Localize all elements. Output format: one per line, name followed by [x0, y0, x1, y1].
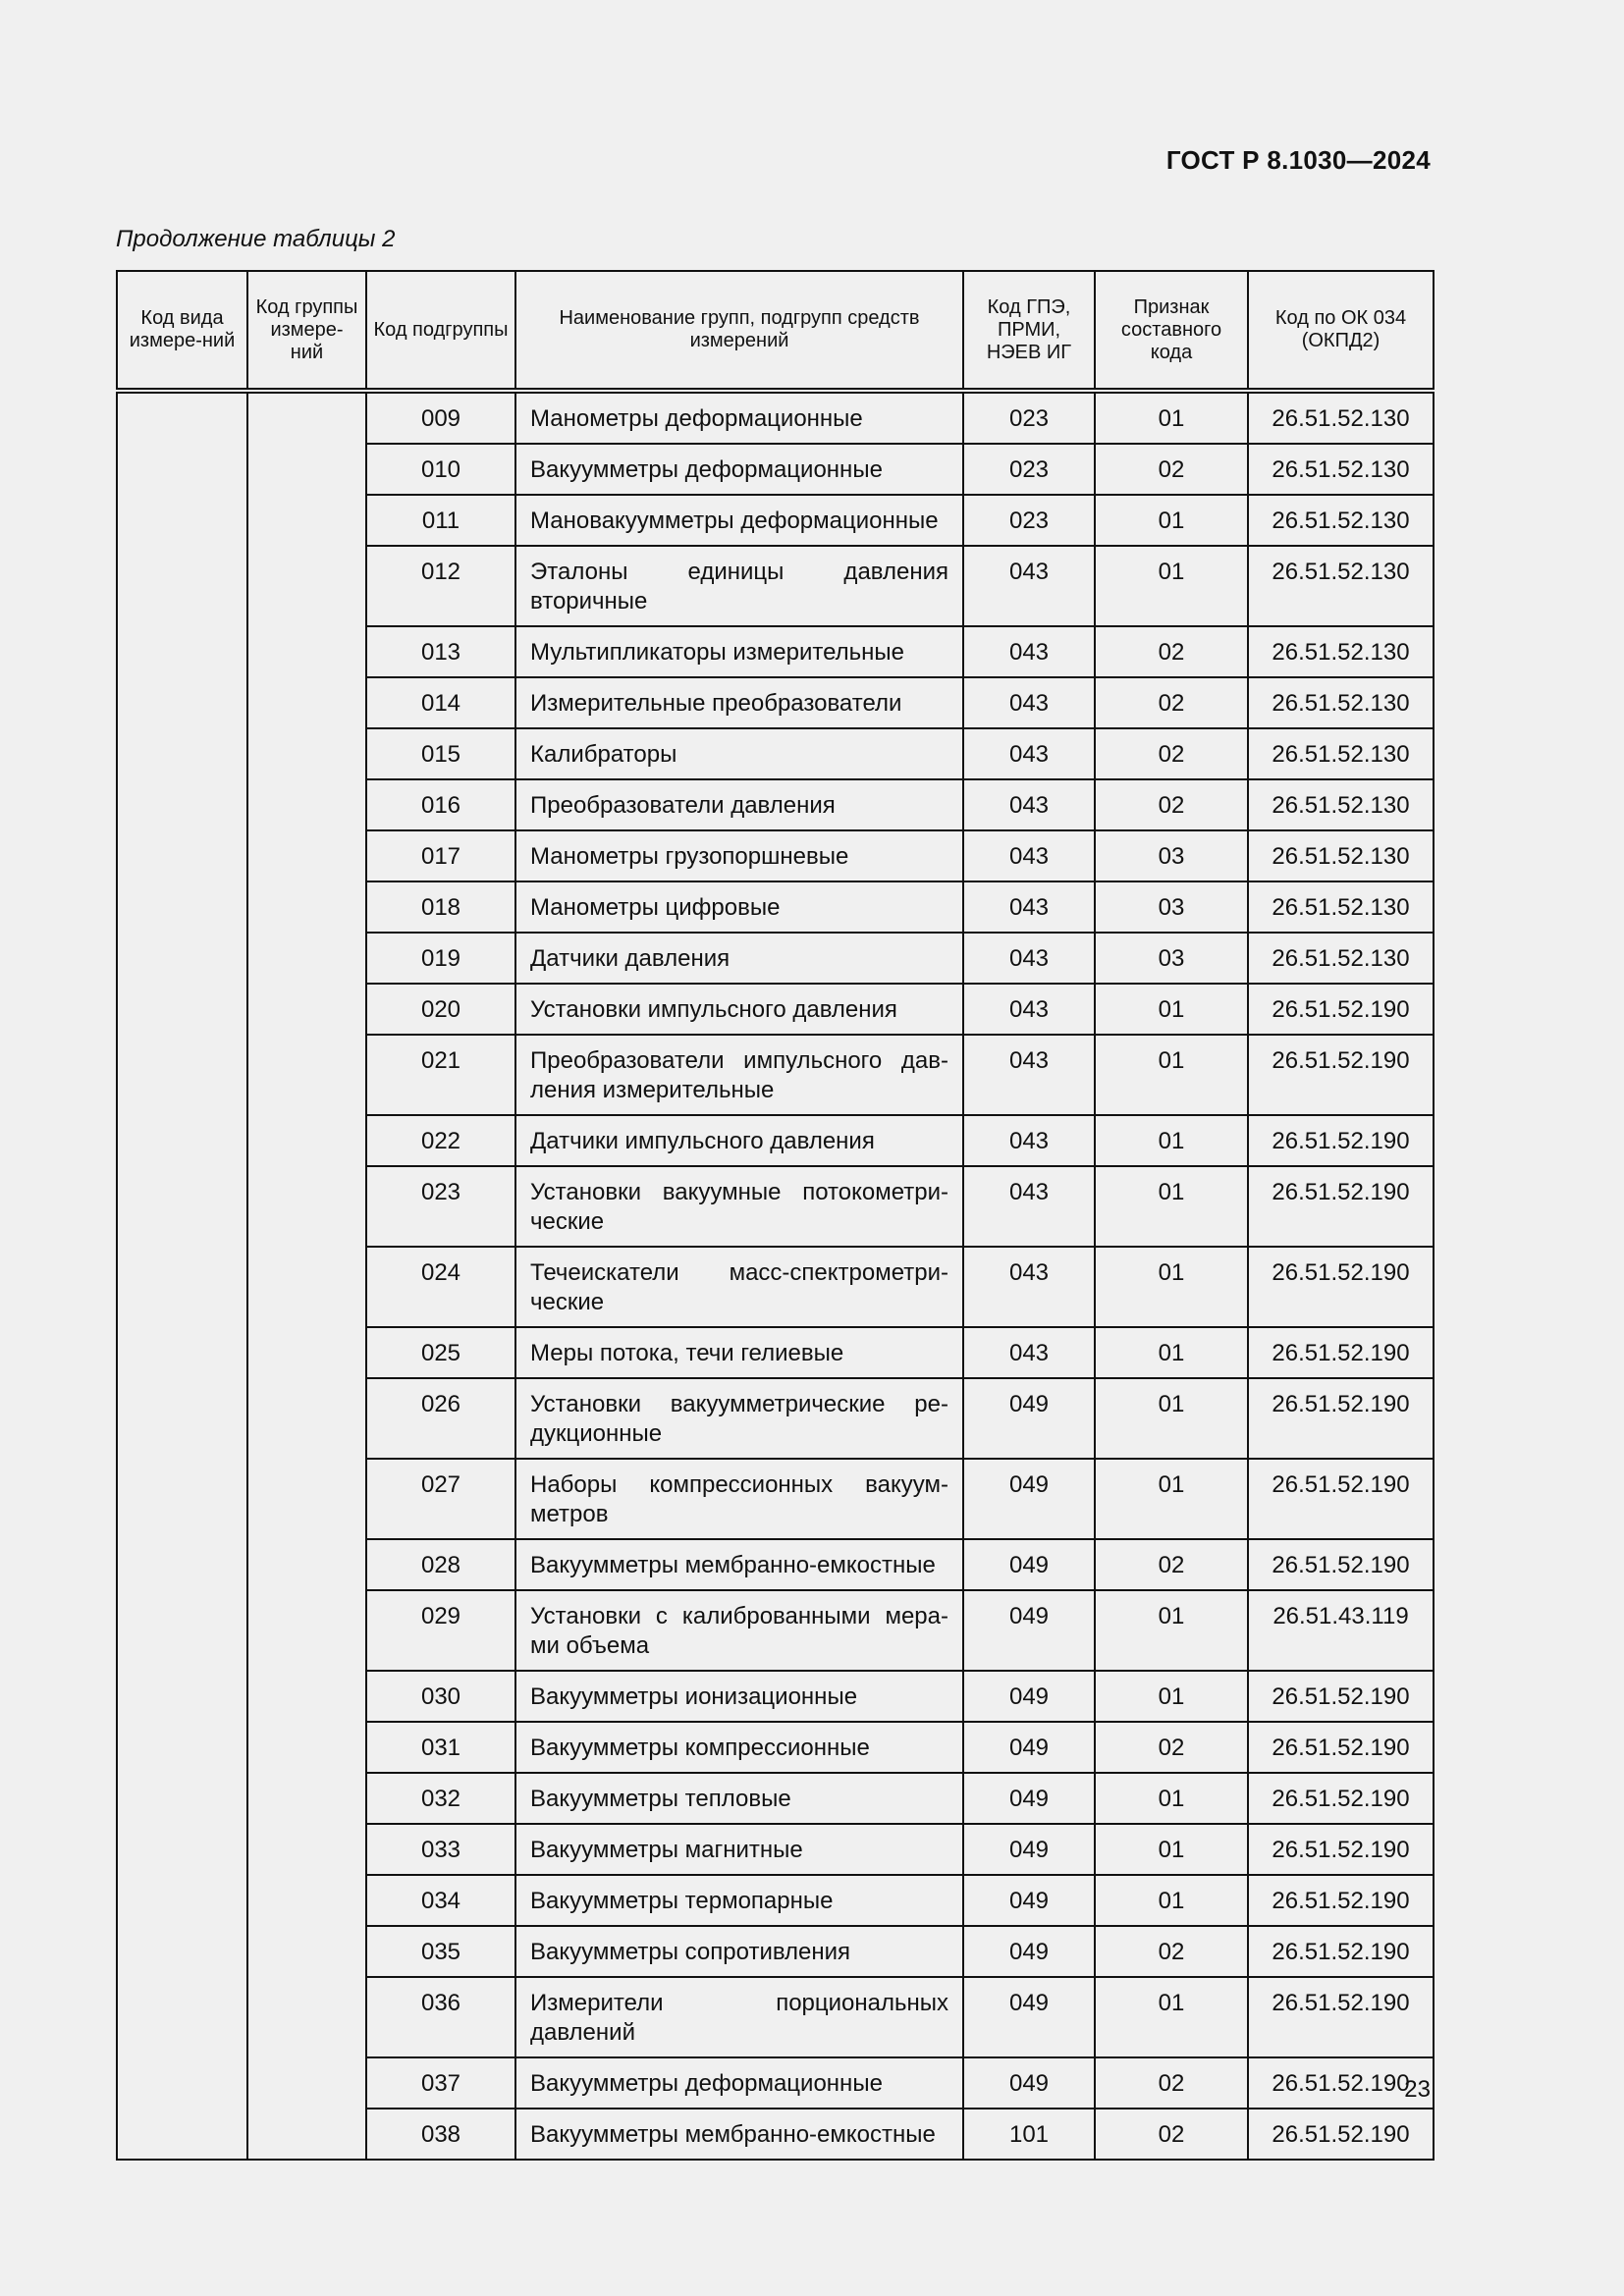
composite-flag-cell: 02: [1095, 626, 1248, 677]
okpd2-code-cell: 26.51.43.119: [1248, 1590, 1434, 1671]
okpd2-code-cell: 26.51.52.190: [1248, 1824, 1434, 1875]
subgroup-name-cell: Меры потока, течи гелиевые: [515, 1327, 963, 1378]
gpe-code-cell: 049: [963, 1875, 1095, 1926]
gpe-code-cell: 101: [963, 2109, 1095, 2160]
composite-flag-cell: 01: [1095, 1671, 1248, 1722]
gpe-code-cell: 049: [963, 1773, 1095, 1824]
table-body: [117, 391, 1434, 2160]
composite-flag-cell: 03: [1095, 830, 1248, 881]
subgroup-name-cell: Вакуумметры компрессионные: [515, 1722, 963, 1773]
gpe-code-cell: 043: [963, 728, 1095, 779]
subgroup-name-cell: Течеискатели масс-спектрометри-ческие: [515, 1247, 963, 1327]
gpe-code-cell: 043: [963, 1035, 1095, 1115]
subgroup-code-cell: 013: [366, 626, 515, 677]
okpd2-code-cell: 26.51.52.190: [1248, 2109, 1434, 2160]
subgroup-code-cell: 012: [366, 546, 515, 626]
gpe-code-cell: 043: [963, 546, 1095, 626]
gpe-code-cell: 049: [963, 1539, 1095, 1590]
okpd2-code-cell: 26.51.52.190: [1248, 1773, 1434, 1824]
gpe-code-cell: 049: [963, 1590, 1095, 1671]
composite-flag-cell: 02: [1095, 2109, 1248, 2160]
subgroup-name-cell: Манометры цифровые: [515, 881, 963, 933]
subgroup-name-cell: Вакуумметры магнитные: [515, 1824, 963, 1875]
composite-flag-cell: 02: [1095, 779, 1248, 830]
subgroup-name-cell: Вакуумметры тепловые: [515, 1773, 963, 1824]
subgroup-code-cell: 010: [366, 444, 515, 495]
column-header-name: Наименование групп, подгрупп средств измерений: [515, 271, 963, 391]
composite-flag-cell: 01: [1095, 1247, 1248, 1327]
gpe-code-cell: 049: [963, 1459, 1095, 1539]
composite-flag-cell: 01: [1095, 546, 1248, 626]
subgroup-code-table: [116, 270, 1435, 2161]
okpd2-code-cell: 26.51.52.190: [1248, 1926, 1434, 1977]
gpe-code-cell: 049: [963, 1977, 1095, 2057]
subgroup-code-cell: 029: [366, 1590, 515, 1671]
okpd2-code-cell: 26.51.52.190: [1248, 1378, 1434, 1459]
subgroup-code-cell: 019: [366, 933, 515, 984]
composite-flag-cell: 03: [1095, 933, 1248, 984]
okpd2-code-cell: 26.51.52.190: [1248, 1671, 1434, 1722]
composite-flag-cell: 01: [1095, 1035, 1248, 1115]
subgroup-name-cell: Преобразователи импульсного дав-ления измерительные: [515, 1035, 963, 1115]
okpd2-code-cell: 26.51.52.190: [1248, 1166, 1434, 1247]
subgroup-code-cell: 026: [366, 1378, 515, 1459]
subgroup-name-cell: Мультипликаторы измерительные: [515, 626, 963, 677]
column-header-subgroup-code: Код подгруппы: [366, 271, 515, 391]
subgroup-name-cell: Датчики импульсного давления: [515, 1115, 963, 1166]
subgroup-code-cell: 015: [366, 728, 515, 779]
gpe-code-cell: 049: [963, 1824, 1095, 1875]
subgroup-code-cell: 024: [366, 1247, 515, 1327]
subgroup-code-cell: 033: [366, 1824, 515, 1875]
okpd2-code-cell: 26.51.52.190: [1248, 2057, 1434, 2109]
subgroup-name-cell: Вакуумметры термопарные: [515, 1875, 963, 1926]
subgroup-name-cell: Преобразователи давления: [515, 779, 963, 830]
subgroup-code-cell: 034: [366, 1875, 515, 1926]
composite-flag-cell: 01: [1095, 1590, 1248, 1671]
table-row: [117, 391, 1434, 444]
okpd2-code-cell: 26.51.52.130: [1248, 728, 1434, 779]
page-number: 23: [1404, 2076, 1431, 2103]
subgroup-code-cell: 023: [366, 1166, 515, 1247]
gpe-code-cell: 043: [963, 984, 1095, 1035]
gpe-code-cell: 023: [963, 444, 1095, 495]
okpd2-code-cell: 26.51.52.190: [1248, 1875, 1434, 1926]
okpd2-code-cell: 26.51.52.190: [1248, 1247, 1434, 1327]
gpe-code-cell: 043: [963, 1327, 1095, 1378]
subgroup-code-cell: 017: [366, 830, 515, 881]
subgroup-code-cell: 009: [366, 391, 515, 444]
okpd2-code-cell: 26.51.52.130: [1248, 779, 1434, 830]
subgroup-name-cell: Эталоны единицы давления вторичные: [515, 546, 963, 626]
subgroup-name-cell: Манометры грузопоршневые: [515, 830, 963, 881]
column-header-measurement-type-code: Код вида измере-ний: [117, 271, 247, 391]
gpe-code-cell: 049: [963, 1926, 1095, 1977]
okpd2-code-cell: 26.51.52.130: [1248, 677, 1434, 728]
okpd2-code-cell: 26.51.52.130: [1248, 546, 1434, 626]
composite-flag-cell: 01: [1095, 1166, 1248, 1247]
subgroup-code-cell: 022: [366, 1115, 515, 1166]
subgroup-code-cell: 027: [366, 1459, 515, 1539]
subgroup-code-cell: 021: [366, 1035, 515, 1115]
subgroup-code-cell: 025: [366, 1327, 515, 1378]
composite-flag-cell: 01: [1095, 391, 1248, 444]
gpe-code-cell: 049: [963, 2057, 1095, 2109]
composite-flag-cell: 01: [1095, 1327, 1248, 1378]
gpe-code-cell: 043: [963, 626, 1095, 677]
composite-flag-cell: 02: [1095, 1926, 1248, 1977]
okpd2-code-cell: 26.51.52.130: [1248, 933, 1434, 984]
subgroup-name-cell: Мановакуумметры деформационные: [515, 495, 963, 546]
gpe-code-cell: 043: [963, 779, 1095, 830]
table-caption: Продолжение таблицы 2: [116, 226, 396, 252]
subgroup-name-cell: Вакуумметры деформационные: [515, 444, 963, 495]
okpd2-code-cell: 26.51.52.190: [1248, 1115, 1434, 1166]
composite-flag-cell: 01: [1095, 1824, 1248, 1875]
okpd2-code-cell: 26.51.52.190: [1248, 1459, 1434, 1539]
gpe-code-cell: 043: [963, 1247, 1095, 1327]
subgroup-name-cell: Наборы компрессионных вакуум-метров: [515, 1459, 963, 1539]
okpd2-code-cell: 26.51.52.130: [1248, 626, 1434, 677]
subgroup-code-cell: 014: [366, 677, 515, 728]
measurement-group-code-cell: [247, 391, 366, 2160]
subgroup-code-cell: 036: [366, 1977, 515, 2057]
gpe-code-cell: 049: [963, 1722, 1095, 1773]
gpe-code-cell: 043: [963, 677, 1095, 728]
measurement-type-code-cell: [117, 391, 247, 2160]
gpe-code-cell: 023: [963, 495, 1095, 546]
composite-flag-cell: 01: [1095, 1459, 1248, 1539]
okpd2-code-cell: 26.51.52.190: [1248, 1977, 1434, 2057]
okpd2-code-cell: 26.51.52.130: [1248, 830, 1434, 881]
subgroup-code-cell: 032: [366, 1773, 515, 1824]
subgroup-name-cell: Установки вакуумметрические ре-дукционные: [515, 1378, 963, 1459]
okpd2-code-cell: 26.51.52.190: [1248, 1539, 1434, 1590]
subgroup-name-cell: Вакуумметры деформационные: [515, 2057, 963, 2109]
subgroup-name-cell: Установки с калиброванными мера-ми объема: [515, 1590, 963, 1671]
okpd2-code-cell: 26.51.52.190: [1248, 1327, 1434, 1378]
composite-flag-cell: 01: [1095, 495, 1248, 546]
composite-flag-cell: 03: [1095, 881, 1248, 933]
subgroup-name-cell: Измерительные преобразователи: [515, 677, 963, 728]
subgroup-name-cell: Установки вакуумные потокометри-ческие: [515, 1166, 963, 1247]
subgroup-name-cell: Вакуумметры мембранно-емкостные: [515, 1539, 963, 1590]
composite-flag-cell: 02: [1095, 728, 1248, 779]
gpe-code-cell: 043: [963, 1166, 1095, 1247]
subgroup-code-cell: 031: [366, 1722, 515, 1773]
subgroup-code-cell: 028: [366, 1539, 515, 1590]
composite-flag-cell: 01: [1095, 1115, 1248, 1166]
composite-flag-cell: 02: [1095, 677, 1248, 728]
gpe-code-cell: 049: [963, 1671, 1095, 1722]
gpe-code-cell: 043: [963, 881, 1095, 933]
subgroup-code-cell: 016: [366, 779, 515, 830]
subgroup-name-cell: Установки импульсного давления: [515, 984, 963, 1035]
composite-flag-cell: 01: [1095, 1977, 1248, 2057]
subgroup-name-cell: Вакуумметры ионизационные: [515, 1671, 963, 1722]
subgroup-name-cell: Вакуумметры мембранно-емкостные: [515, 2109, 963, 2160]
subgroup-code-cell: 035: [366, 1926, 515, 1977]
subgroup-code-cell: 030: [366, 1671, 515, 1722]
composite-flag-cell: 02: [1095, 444, 1248, 495]
subgroup-name-cell: Измерители порциональных давлений: [515, 1977, 963, 2057]
gpe-code-cell: 049: [963, 1378, 1095, 1459]
composite-flag-cell: 02: [1095, 2057, 1248, 2109]
okpd2-code-cell: 26.51.52.130: [1248, 495, 1434, 546]
gpe-code-cell: 043: [963, 830, 1095, 881]
composite-flag-cell: 01: [1095, 1875, 1248, 1926]
subgroup-name-cell: Калибраторы: [515, 728, 963, 779]
okpd2-code-cell: 26.51.52.190: [1248, 1035, 1434, 1115]
subgroup-code-cell: 011: [366, 495, 515, 546]
composite-flag-cell: 01: [1095, 1378, 1248, 1459]
okpd2-code-cell: 26.51.52.190: [1248, 984, 1434, 1035]
composite-flag-cell: 02: [1095, 1722, 1248, 1773]
subgroup-code-cell: 018: [366, 881, 515, 933]
composite-flag-cell: 01: [1095, 1773, 1248, 1824]
subgroup-name-cell: Манометры деформационные: [515, 391, 963, 444]
gpe-code-cell: 023: [963, 391, 1095, 444]
okpd2-code-cell: 26.51.52.130: [1248, 444, 1434, 495]
column-header-measurement-group-code: Код группы измере-ний: [247, 271, 366, 391]
column-header-okpd2-code: Код по ОК 034 (ОКПД2): [1248, 271, 1434, 391]
subgroup-code-cell: 037: [366, 2057, 515, 2109]
gpe-code-cell: 043: [963, 1115, 1095, 1166]
okpd2-code-cell: 26.51.52.130: [1248, 881, 1434, 933]
composite-flag-cell: 02: [1095, 1539, 1248, 1590]
table-header-row: [117, 271, 1434, 391]
column-header-composite-flag: Признак составного кода: [1095, 271, 1248, 391]
document-standard-number: ГОСТ Р 8.1030—2024: [1165, 145, 1431, 175]
gpe-code-cell: 043: [963, 933, 1095, 984]
okpd2-code-cell: 26.51.52.190: [1248, 1722, 1434, 1773]
subgroup-name-cell: Датчики давления: [515, 933, 963, 984]
composite-flag-cell: 01: [1095, 984, 1248, 1035]
subgroup-code-cell: 038: [366, 2109, 515, 2160]
column-header-gpe-code: Код ГПЭ, ПРМИ, НЭЕВ ИГ: [963, 271, 1095, 391]
subgroup-name-cell: Вакуумметры сопротивления: [515, 1926, 963, 1977]
subgroup-code-cell: 020: [366, 984, 515, 1035]
okpd2-code-cell: 26.51.52.130: [1248, 391, 1434, 444]
